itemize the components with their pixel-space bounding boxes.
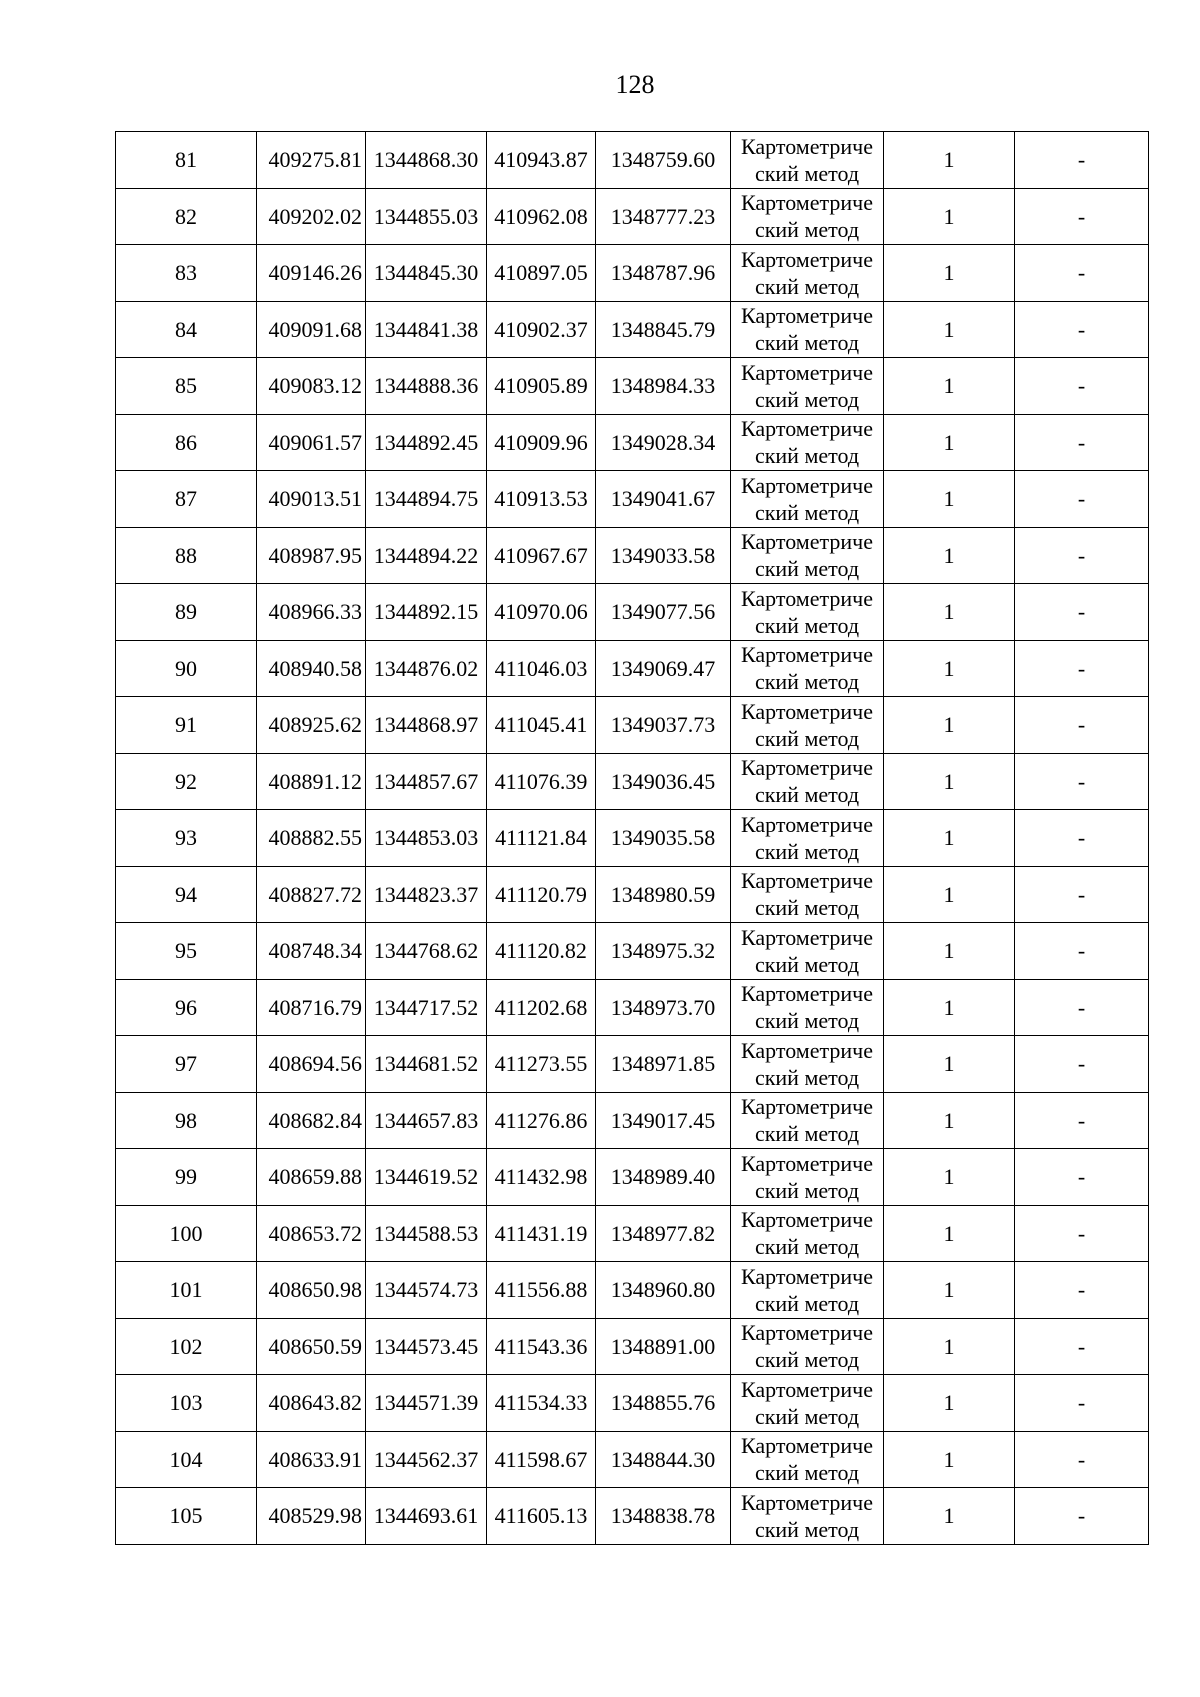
note-cell: - [1015, 923, 1149, 980]
table-row [116, 188, 1149, 245]
x2-cell: 410970.06 [487, 584, 596, 641]
x1-cell: 408891.12 [257, 753, 366, 810]
y1-cell: 1344619.52 [366, 1149, 487, 1206]
y1-cell: 1344588.53 [366, 1205, 487, 1262]
x1-cell: 408694.56 [257, 1036, 366, 1093]
table-row [116, 640, 1149, 697]
accuracy-cell: 1 [884, 1318, 1015, 1375]
x1-cell: 408682.84 [257, 1092, 366, 1149]
accuracy-cell: 1 [884, 584, 1015, 641]
table-row [116, 358, 1149, 415]
table-row [116, 584, 1149, 641]
y2-cell: 1349017.45 [596, 1092, 731, 1149]
x1-cell: 409061.57 [257, 414, 366, 471]
point-number-cell: 104 [116, 1431, 257, 1488]
method-cell [731, 301, 884, 358]
method-cell [731, 810, 884, 867]
method-line-2: ский метод [754, 782, 860, 808]
y2-cell: 1348977.82 [596, 1205, 731, 1262]
point-number-cell: 98 [116, 1092, 257, 1149]
note-cell: - [1015, 527, 1149, 584]
method-line-1: Картометриче [741, 1376, 873, 1402]
accuracy-cell: 1 [884, 979, 1015, 1036]
method-line-2: ский метод [754, 160, 860, 186]
method-cell [731, 1375, 884, 1432]
y2-cell: 1348975.32 [596, 923, 731, 980]
method-line-2: ский метод [754, 1177, 860, 1203]
x1-cell: 408748.34 [257, 923, 366, 980]
accuracy-cell: 1 [884, 753, 1015, 810]
y2-cell: 1348787.96 [596, 245, 731, 302]
y2-cell: 1348845.79 [596, 301, 731, 358]
method-line-1: Картометриче [741, 1037, 873, 1063]
method-line-1: Картометриче [741, 303, 873, 329]
y1-cell: 1344562.37 [366, 1431, 487, 1488]
method-line-2: ский метод [754, 330, 860, 356]
y2-cell: 1349036.45 [596, 753, 731, 810]
y2-cell: 1349069.47 [596, 640, 731, 697]
y2-cell: 1348980.59 [596, 866, 731, 923]
x2-cell: 410962.08 [487, 188, 596, 245]
point-number-cell: 86 [116, 414, 257, 471]
method-cell [731, 923, 884, 980]
point-number-cell: 94 [116, 866, 257, 923]
table-row [116, 810, 1149, 867]
y1-cell: 1344855.03 [366, 188, 487, 245]
accuracy-cell: 1 [884, 527, 1015, 584]
y2-cell: 1349077.56 [596, 584, 731, 641]
y1-cell: 1344841.38 [366, 301, 487, 358]
method-line-1: Картометриче [741, 811, 873, 837]
method-line-1: Картометриче [741, 585, 873, 611]
method-line-1: Картометриче [741, 133, 873, 159]
method-line-2: ский метод [754, 1064, 860, 1090]
x2-cell: 410943.87 [487, 132, 596, 189]
y2-cell: 1348844.30 [596, 1431, 731, 1488]
y2-cell: 1348989.40 [596, 1149, 731, 1206]
y2-cell: 1349035.58 [596, 810, 731, 867]
y2-cell: 1349028.34 [596, 414, 731, 471]
method-cell [731, 414, 884, 471]
method-line-2: ский метод [754, 951, 860, 977]
accuracy-cell: 1 [884, 414, 1015, 471]
table-row [116, 414, 1149, 471]
table-body [116, 132, 1149, 1545]
y2-cell: 1348838.78 [596, 1488, 731, 1545]
x1-cell: 408650.59 [257, 1318, 366, 1375]
point-number-cell: 85 [116, 358, 257, 415]
table-row [116, 979, 1149, 1036]
x1-cell: 408940.58 [257, 640, 366, 697]
note-cell: - [1015, 1318, 1149, 1375]
point-number-cell: 96 [116, 979, 257, 1036]
method-line-2: ский метод [754, 273, 860, 299]
table-row [116, 1149, 1149, 1206]
x2-cell: 411273.55 [487, 1036, 596, 1093]
method-line-1: Картометриче [741, 1094, 873, 1120]
y1-cell: 1344681.52 [366, 1036, 487, 1093]
method-cell [731, 753, 884, 810]
point-number-cell: 92 [116, 753, 257, 810]
note-cell: - [1015, 1488, 1149, 1545]
table-row [116, 697, 1149, 754]
method-cell [731, 1036, 884, 1093]
note-cell: - [1015, 640, 1149, 697]
method-line-2: ский метод [754, 217, 860, 243]
method-line-1: Картометриче [741, 190, 873, 216]
accuracy-cell: 1 [884, 866, 1015, 923]
y1-cell: 1344892.15 [366, 584, 487, 641]
x2-cell: 411120.82 [487, 923, 596, 980]
note-cell: - [1015, 1262, 1149, 1319]
method-line-2: ский метод [754, 1347, 860, 1373]
point-number-cell: 101 [116, 1262, 257, 1319]
coordinates-table [115, 131, 1149, 1545]
x1-cell: 408659.88 [257, 1149, 366, 1206]
y2-cell: 1349041.67 [596, 471, 731, 528]
method-line-2: ский метод [754, 838, 860, 864]
table-row [116, 245, 1149, 302]
point-number-cell: 93 [116, 810, 257, 867]
method-line-2: ский метод [754, 1290, 860, 1316]
y1-cell: 1344717.52 [366, 979, 487, 1036]
page-number: 128 [615, 70, 655, 99]
x2-cell: 410909.96 [487, 414, 596, 471]
method-line-2: ский метод [754, 386, 860, 412]
x1-cell: 408882.55 [257, 810, 366, 867]
method-line-1: Картометриче [741, 924, 873, 950]
point-number-cell: 103 [116, 1375, 257, 1432]
point-number-cell: 87 [116, 471, 257, 528]
x1-cell: 409013.51 [257, 471, 366, 528]
accuracy-cell: 1 [884, 1488, 1015, 1545]
method-line-1: Картометриче [741, 246, 873, 272]
method-line-2: ский метод [754, 1121, 860, 1147]
note-cell: - [1015, 1036, 1149, 1093]
y1-cell: 1344857.67 [366, 753, 487, 810]
note-cell: - [1015, 1092, 1149, 1149]
accuracy-cell: 1 [884, 1205, 1015, 1262]
method-cell [731, 866, 884, 923]
y1-cell: 1344823.37 [366, 866, 487, 923]
method-line-2: ский метод [754, 669, 860, 695]
note-cell: - [1015, 1431, 1149, 1488]
x1-cell: 408529.98 [257, 1488, 366, 1545]
method-line-2: ский метод [754, 1008, 860, 1034]
y1-cell: 1344657.83 [366, 1092, 487, 1149]
method-line-1: Картометриче [741, 529, 873, 555]
accuracy-cell: 1 [884, 1262, 1015, 1319]
method-cell [731, 471, 884, 528]
table-row [116, 1318, 1149, 1375]
note-cell: - [1015, 1375, 1149, 1432]
accuracy-cell: 1 [884, 188, 1015, 245]
y1-cell: 1344876.02 [366, 640, 487, 697]
y1-cell: 1344892.45 [366, 414, 487, 471]
y1-cell: 1344574.73 [366, 1262, 487, 1319]
point-number-cell: 83 [116, 245, 257, 302]
method-line-2: ский метод [754, 612, 860, 638]
y1-cell: 1344868.30 [366, 132, 487, 189]
point-number-cell: 97 [116, 1036, 257, 1093]
x2-cell: 410967.67 [487, 527, 596, 584]
method-line-1: Картометриче [741, 642, 873, 668]
note-cell: - [1015, 1205, 1149, 1262]
table-row [116, 1488, 1149, 1545]
method-line-1: Картометриче [741, 1320, 873, 1346]
x2-cell: 411534.33 [487, 1375, 596, 1432]
method-line-1: Картометриче [741, 698, 873, 724]
x1-cell: 408987.95 [257, 527, 366, 584]
y2-cell: 1349033.58 [596, 527, 731, 584]
point-number-cell: 105 [116, 1488, 257, 1545]
accuracy-cell: 1 [884, 810, 1015, 867]
table-row [116, 866, 1149, 923]
x2-cell: 411076.39 [487, 753, 596, 810]
method-line-1: Картометриче [741, 868, 873, 894]
y2-cell: 1348971.85 [596, 1036, 731, 1093]
point-number-cell: 91 [116, 697, 257, 754]
table-row [116, 471, 1149, 528]
y1-cell: 1344853.03 [366, 810, 487, 867]
table-row [116, 1431, 1149, 1488]
x1-cell: 408653.72 [257, 1205, 366, 1262]
point-number-cell: 89 [116, 584, 257, 641]
method-line-2: ский метод [754, 1234, 860, 1260]
table-row [116, 1375, 1149, 1432]
note-cell: - [1015, 866, 1149, 923]
note-cell: - [1015, 471, 1149, 528]
x2-cell: 411202.68 [487, 979, 596, 1036]
method-cell [731, 584, 884, 641]
y2-cell: 1348855.76 [596, 1375, 731, 1432]
accuracy-cell: 1 [884, 1149, 1015, 1206]
y1-cell: 1344845.30 [366, 245, 487, 302]
table-row [116, 1205, 1149, 1262]
x2-cell: 411045.41 [487, 697, 596, 754]
point-number-cell: 95 [116, 923, 257, 980]
accuracy-cell: 1 [884, 1092, 1015, 1149]
point-number-cell: 90 [116, 640, 257, 697]
method-cell [731, 1262, 884, 1319]
note-cell: - [1015, 697, 1149, 754]
point-number-cell: 81 [116, 132, 257, 189]
accuracy-cell: 1 [884, 640, 1015, 697]
method-cell [731, 358, 884, 415]
x1-cell: 408633.91 [257, 1431, 366, 1488]
method-cell [731, 979, 884, 1036]
point-number-cell: 102 [116, 1318, 257, 1375]
method-cell [731, 697, 884, 754]
y2-cell: 1348973.70 [596, 979, 731, 1036]
y1-cell: 1344571.39 [366, 1375, 487, 1432]
accuracy-cell: 1 [884, 697, 1015, 754]
method-cell [731, 1149, 884, 1206]
x1-cell: 409146.26 [257, 245, 366, 302]
note-cell: - [1015, 188, 1149, 245]
x2-cell: 411431.19 [487, 1205, 596, 1262]
method-cell [731, 132, 884, 189]
x1-cell: 408643.82 [257, 1375, 366, 1432]
method-line-1: Картометриче [741, 1150, 873, 1176]
x2-cell: 411432.98 [487, 1149, 596, 1206]
x2-cell: 410902.37 [487, 301, 596, 358]
accuracy-cell: 1 [884, 301, 1015, 358]
method-cell [731, 1488, 884, 1545]
accuracy-cell: 1 [884, 245, 1015, 302]
method-cell [731, 188, 884, 245]
accuracy-cell: 1 [884, 1431, 1015, 1488]
method-line-2: ский метод [754, 556, 860, 582]
y2-cell: 1348891.00 [596, 1318, 731, 1375]
x2-cell: 410897.05 [487, 245, 596, 302]
x2-cell: 411556.88 [487, 1262, 596, 1319]
point-number-cell: 84 [116, 301, 257, 358]
x1-cell: 409083.12 [257, 358, 366, 415]
method-line-2: ский метод [754, 1460, 860, 1486]
method-line-1: Картометриче [741, 359, 873, 385]
x2-cell: 410913.53 [487, 471, 596, 528]
method-cell [731, 1205, 884, 1262]
table-row [116, 527, 1149, 584]
x1-cell: 408650.98 [257, 1262, 366, 1319]
table-row [116, 923, 1149, 980]
accuracy-cell: 1 [884, 358, 1015, 415]
x2-cell: 411121.84 [487, 810, 596, 867]
note-cell: - [1015, 584, 1149, 641]
method-line-2: ский метод [754, 499, 860, 525]
table-row [116, 753, 1149, 810]
y1-cell: 1344768.62 [366, 923, 487, 980]
y2-cell: 1348759.60 [596, 132, 731, 189]
table-row [116, 1092, 1149, 1149]
x2-cell: 410905.89 [487, 358, 596, 415]
y1-cell: 1344868.97 [366, 697, 487, 754]
method-line-1: Картометриче [741, 472, 873, 498]
y1-cell: 1344573.45 [366, 1318, 487, 1375]
y1-cell: 1344894.22 [366, 527, 487, 584]
accuracy-cell: 1 [884, 471, 1015, 528]
method-line-1: Картометриче [741, 1207, 873, 1233]
method-line-1: Картометриче [741, 981, 873, 1007]
x1-cell: 408827.72 [257, 866, 366, 923]
x1-cell: 408925.62 [257, 697, 366, 754]
x1-cell: 409091.68 [257, 301, 366, 358]
note-cell: - [1015, 358, 1149, 415]
y1-cell: 1344894.75 [366, 471, 487, 528]
table-row [116, 1036, 1149, 1093]
method-line-2: ский метод [754, 1403, 860, 1429]
y2-cell: 1348777.23 [596, 188, 731, 245]
method-cell [731, 1092, 884, 1149]
note-cell: - [1015, 1149, 1149, 1206]
note-cell: - [1015, 979, 1149, 1036]
method-line-1: Картометриче [741, 416, 873, 442]
method-line-1: Картометриче [741, 755, 873, 781]
x2-cell: 411598.67 [487, 1431, 596, 1488]
point-number-cell: 82 [116, 188, 257, 245]
note-cell: - [1015, 753, 1149, 810]
note-cell: - [1015, 810, 1149, 867]
note-cell: - [1015, 132, 1149, 189]
method-line-1: Картометриче [741, 1433, 873, 1459]
method-line-2: ский метод [754, 895, 860, 921]
y1-cell: 1344693.61 [366, 1488, 487, 1545]
x2-cell: 411046.03 [487, 640, 596, 697]
x1-cell: 409202.02 [257, 188, 366, 245]
accuracy-cell: 1 [884, 1375, 1015, 1432]
x2-cell: 411543.36 [487, 1318, 596, 1375]
table-row [116, 301, 1149, 358]
x1-cell: 408716.79 [257, 979, 366, 1036]
point-number-cell: 100 [116, 1205, 257, 1262]
note-cell: - [1015, 414, 1149, 471]
x1-cell: 409275.81 [257, 132, 366, 189]
accuracy-cell: 1 [884, 923, 1015, 980]
method-cell [731, 527, 884, 584]
y1-cell: 1344888.36 [366, 358, 487, 415]
method-cell [731, 1318, 884, 1375]
method-line-2: ский метод [754, 725, 860, 751]
method-line-1: Картометриче [741, 1263, 873, 1289]
method-cell [731, 245, 884, 302]
method-line-2: ский метод [754, 1516, 860, 1542]
y2-cell: 1349037.73 [596, 697, 731, 754]
point-number-cell: 99 [116, 1149, 257, 1206]
x1-cell: 408966.33 [257, 584, 366, 641]
accuracy-cell: 1 [884, 132, 1015, 189]
point-number-cell: 88 [116, 527, 257, 584]
x2-cell: 411276.86 [487, 1092, 596, 1149]
note-cell: - [1015, 301, 1149, 358]
method-line-1: Картометриче [741, 1489, 873, 1515]
method-cell [731, 1431, 884, 1488]
x2-cell: 411605.13 [487, 1488, 596, 1545]
y2-cell: 1348960.80 [596, 1262, 731, 1319]
x2-cell: 411120.79 [487, 866, 596, 923]
note-cell: - [1015, 245, 1149, 302]
method-line-2: ский метод [754, 443, 860, 469]
accuracy-cell: 1 [884, 1036, 1015, 1093]
table-row [116, 1262, 1149, 1319]
table-row [116, 132, 1149, 189]
method-cell [731, 640, 884, 697]
y2-cell: 1348984.33 [596, 358, 731, 415]
